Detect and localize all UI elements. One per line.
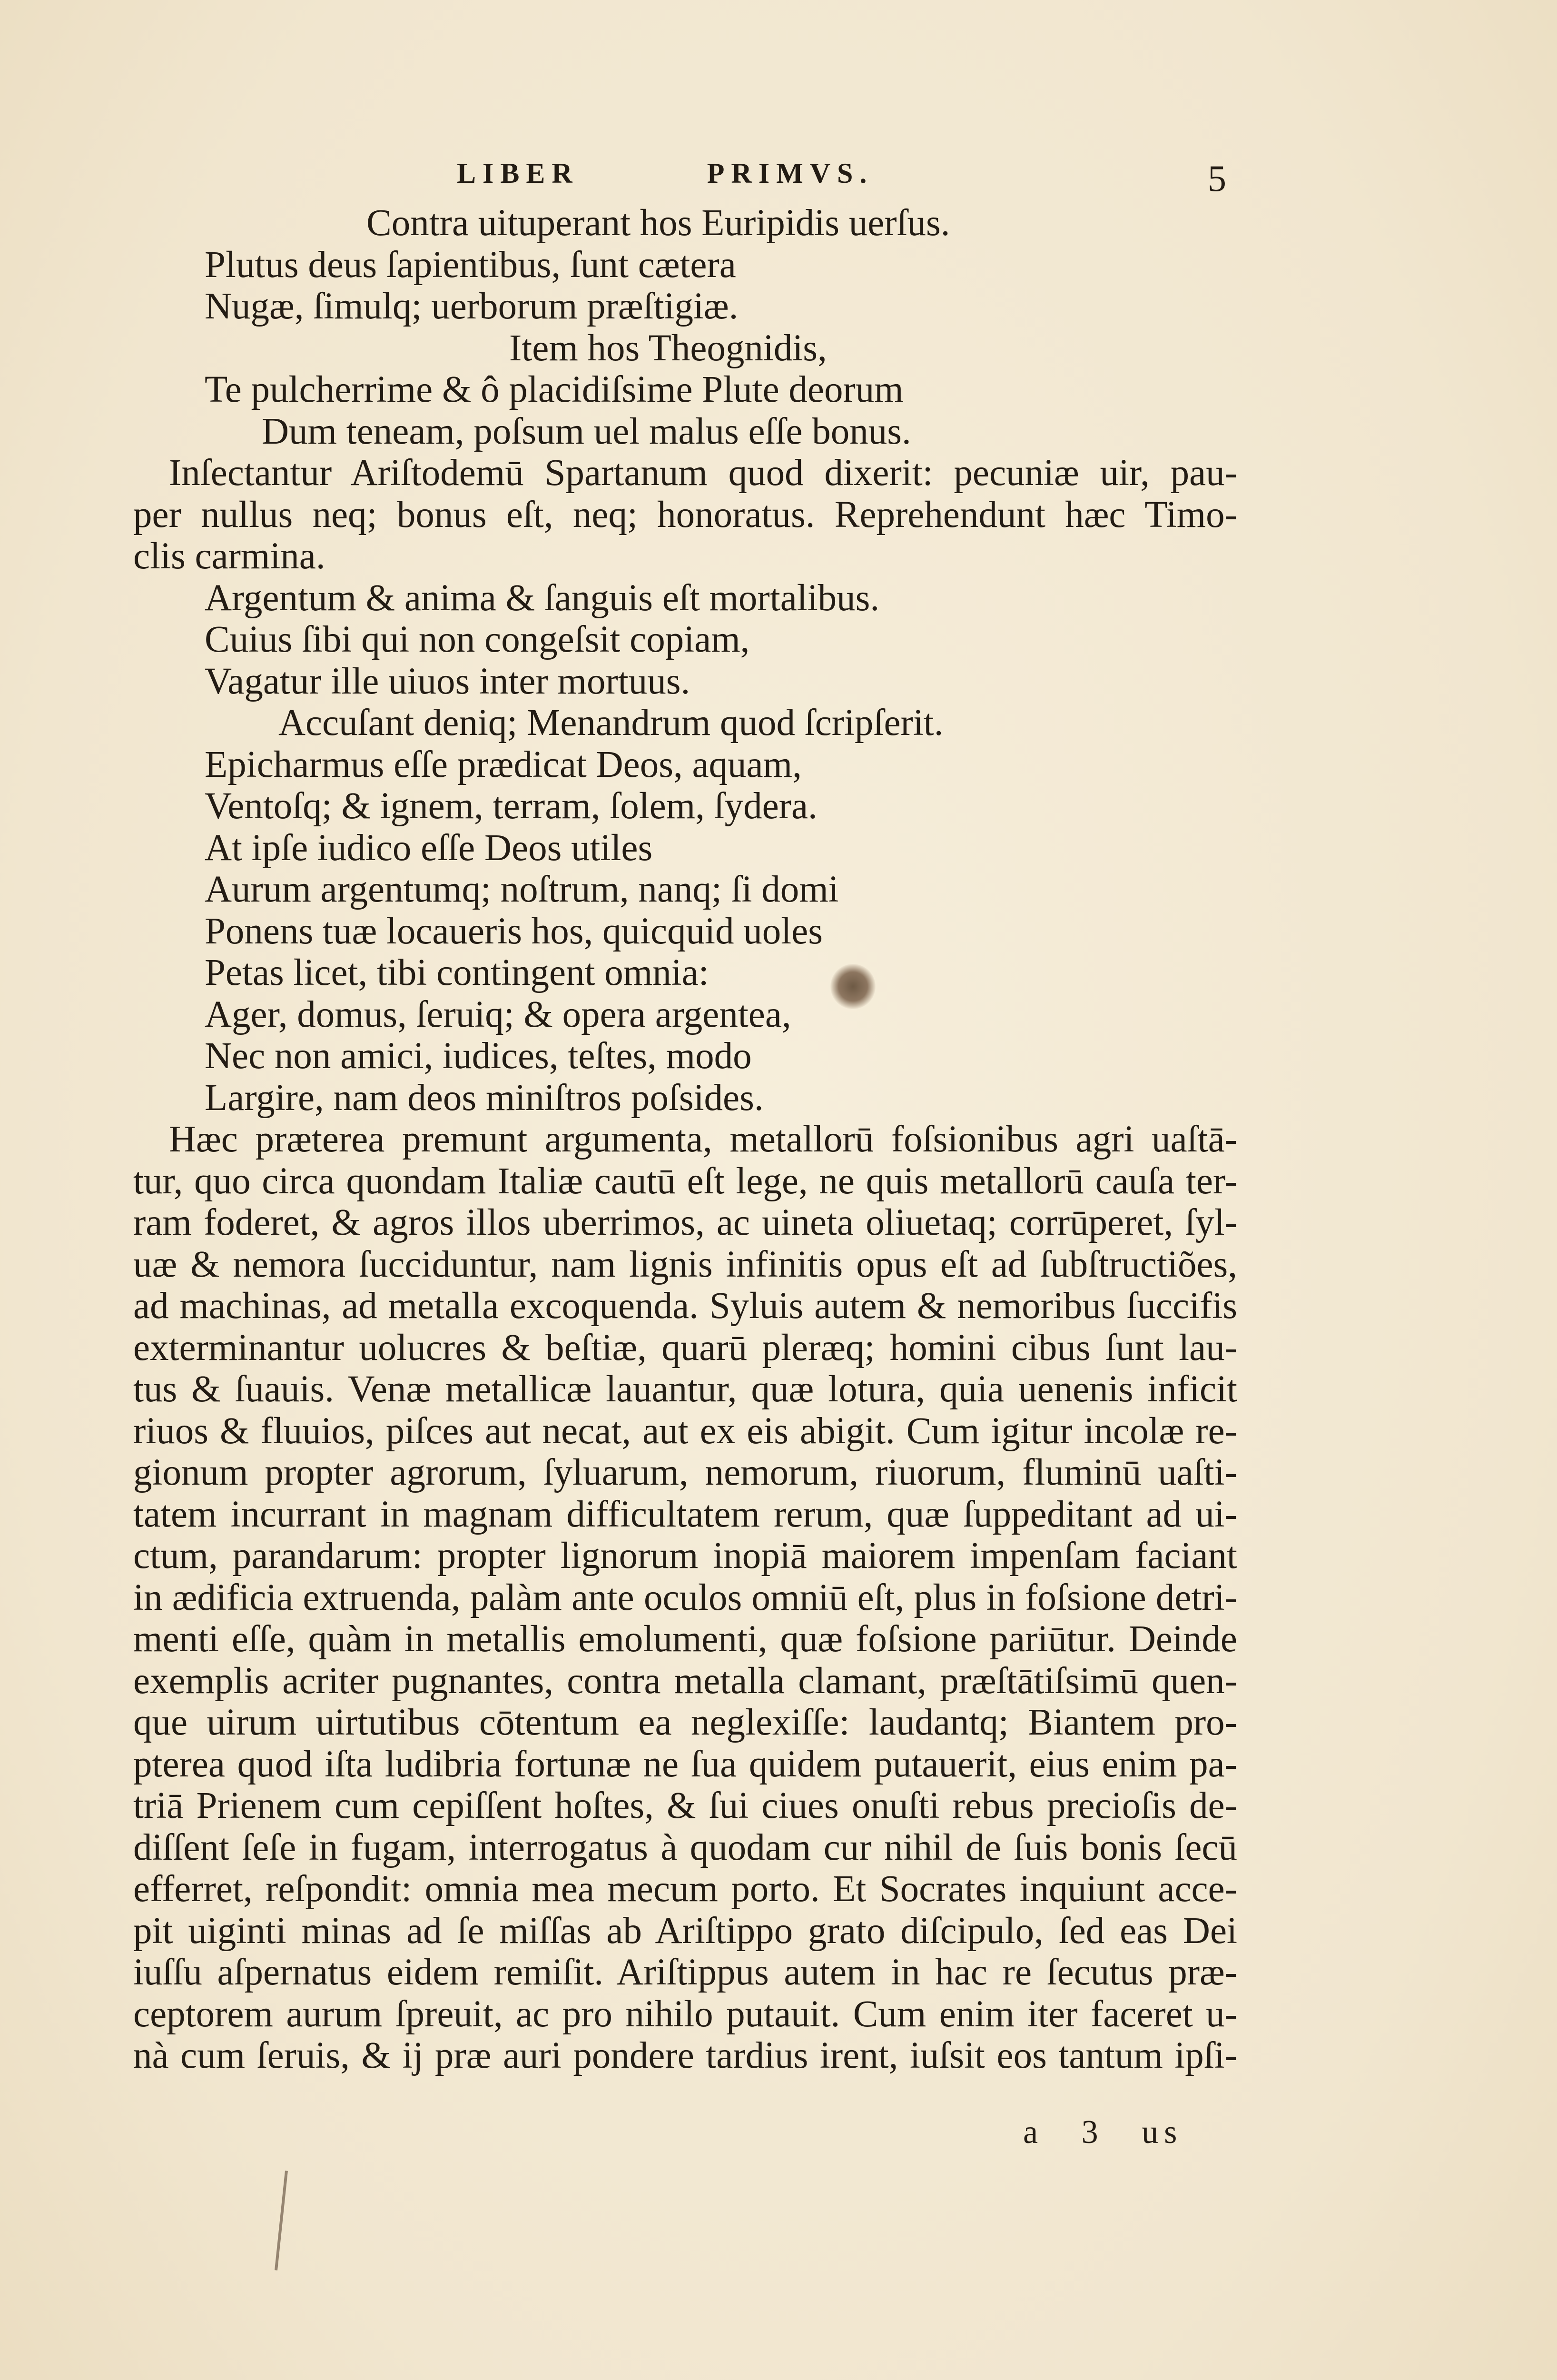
- pen-mark: [275, 2171, 288, 2270]
- verse-line: Te pulcherrime & ô placidiſsime Plute deorum: [205, 369, 904, 410]
- body-text: [133, 202, 1237, 2077]
- prose-line: uæ & nemora ſucciduntur, nam lignis infinitis opus eſt ad ſubſtructiões,: [133, 1243, 1237, 1285]
- prose-line: diſſent ſeſe in fugam, interrogatus à quodam cur nihil de ſuis bonis ſecū: [133, 1826, 1237, 1868]
- prose-line: gionum propter agrorum, ſyluarum, nemorum, riuorum, fluminū uaſti-: [133, 1452, 1237, 1493]
- verse-line: Cuius ſibi qui non congeſsit copiam,: [205, 619, 750, 660]
- prose-line: Inſectantur Ariſtodemū Spartanum quod dixerit: pecuniæ uir, pau-: [169, 452, 1237, 494]
- prose-line: iuſſu aſpernatus eidem remiſit. Ariſtippus autem in hac re ſecutus præ-: [133, 1952, 1237, 1993]
- prose-line: que uirum uirtutibus cōtentum ea neglexiſſe: laudantq; Biantem pro-: [133, 1702, 1237, 1743]
- running-head-right: PRIMVS.: [707, 158, 874, 189]
- verse-line: Nugæ, ſimulq; uerborum præſtigiæ.: [205, 286, 739, 327]
- text-line: Accuſant deniq; Menandrum quod ſcripſerit.: [278, 702, 944, 744]
- verse-line: Ventoſq; & ignem, terram, ſolem, ſydera.: [205, 785, 818, 827]
- verse-line: Vagatur ille uiuos inter mortuus.: [205, 660, 690, 702]
- prose-line: Hæc præterea premunt argumenta, metallorū foſsionibus agri uaſtā-: [169, 1119, 1237, 1160]
- prose-line: tur, quo circa quondam Italiæ cautū eſt lege, ne quis metallorū cauſa ter-: [133, 1160, 1237, 1202]
- running-head: [457, 157, 873, 190]
- prose-line: menti eſſe, quàm in metallis emolumenti, quæ foſsione pariūtur. Deinde: [133, 1618, 1237, 1660]
- prose-line: ctum, parandarum: propter lignorum inopiā maiorem impenſam faciant: [133, 1535, 1237, 1577]
- prose-line: efferret, reſpondit: omnia mea mecum porto. Et Socrates inquiunt acce-: [133, 1868, 1237, 1910]
- prose-line: ceptorem aurum ſpreuit, ac pro nihilo putauit. Cum enim iter faceret u-: [133, 1993, 1237, 2035]
- verse-line: Largire, nam deos miniſtros poſsides.: [205, 1077, 764, 1119]
- verse-line: Ager, domus, ſeruiq; & opera argentea,: [205, 993, 791, 1035]
- prose-line: per nullus neq; bonus eſt, neq; honoratus. Reprehendunt hæc Timo-: [133, 494, 1237, 536]
- verse-line: Plutus deus ſapientibus, ſunt cætera: [205, 244, 736, 286]
- prose-line: riuos & fluuios, piſces aut necat, aut ex eis abigit. Cum igitur incolæ re-: [133, 1410, 1237, 1452]
- prose-line: in ædificia extruenda, palàm ante oculos omniū eſt, plus in foſsione detri-: [133, 1577, 1237, 1618]
- signature-mark: a 3: [1023, 2114, 1104, 2151]
- text-line: Contra uituperant hos Euripidis uerſus.: [366, 202, 950, 244]
- verse-line: At ipſe iudico eſſe Deos utiles: [205, 827, 653, 869]
- prose-line: exemplis acriter pugnantes, contra metalla clamant, præſtātiſsimū quen-: [133, 1660, 1237, 1702]
- prose-line: pterea quod iſta ludibria fortunæ ne ſua quidem putauerit, eius enim pa-: [133, 1743, 1237, 1785]
- verse-line: Epicharmus eſſe prædicat Deos, aquam,: [205, 744, 802, 785]
- verse-line: Argentum & anima & ſanguis eſt mortalibus.: [205, 577, 880, 619]
- text-line: Item hos Theognidis,: [509, 327, 827, 369]
- prose-line: triā Prienem cum cepiſſent hoſtes, & ſui ciues onuſti rebus precioſis de-: [133, 1785, 1237, 1826]
- prose-line: tatem incurrant in magnam difficultatem rerum, quæ ſuppeditant ad ui-: [133, 1493, 1237, 1535]
- prose-line: nà cum ſeruis, & ij præ auri pondere tardius irent, iuſsit eos tantum ipſi-: [133, 2035, 1237, 2076]
- prose-line: ram foderet, & agros illos uberrimos, ac uineta oliuetaq; corrūperet, ſyl-: [133, 1202, 1237, 1243]
- prose-line: pit uiginti minas ad ſe miſſas ab Ariſtippo grato diſcipulo, ſed eas Dei: [133, 1910, 1237, 1952]
- verse-line: Ponens tuæ locaueris hos, quicquid uoles: [205, 910, 823, 952]
- prose-line: tus & ſuauis. Venæ metallicæ lauantur, quæ lotura, quia uenenis inficit: [133, 1368, 1237, 1410]
- prose-line: ad machinas, ad metalla excoquenda. Syluis autem & nemoribus ſuccifis: [133, 1285, 1237, 1327]
- prose-line: clis carmina.: [133, 536, 325, 577]
- prose-line: exterminantur uolucres & beſtiæ, quarū pleræq; homini cibus ſunt lau-: [133, 1327, 1237, 1368]
- verse-line: Aurum argentumq; noſtrum, nanq; ſi domi: [205, 869, 839, 910]
- verse-line: Nec non amici, iudices, teſtes, modo: [205, 1035, 752, 1077]
- verse-line: Petas licet, tibi contingent omnia:: [205, 952, 709, 993]
- ink-stain: [830, 964, 876, 1009]
- page-number: 5: [1208, 158, 1226, 199]
- catchword: us: [1142, 2114, 1183, 2151]
- signature-line: [1023, 2113, 1183, 2152]
- running-head-left: LIBER: [457, 158, 579, 189]
- verse-line: Dum teneam, poſsum uel malus eſſe bonus.: [262, 410, 911, 452]
